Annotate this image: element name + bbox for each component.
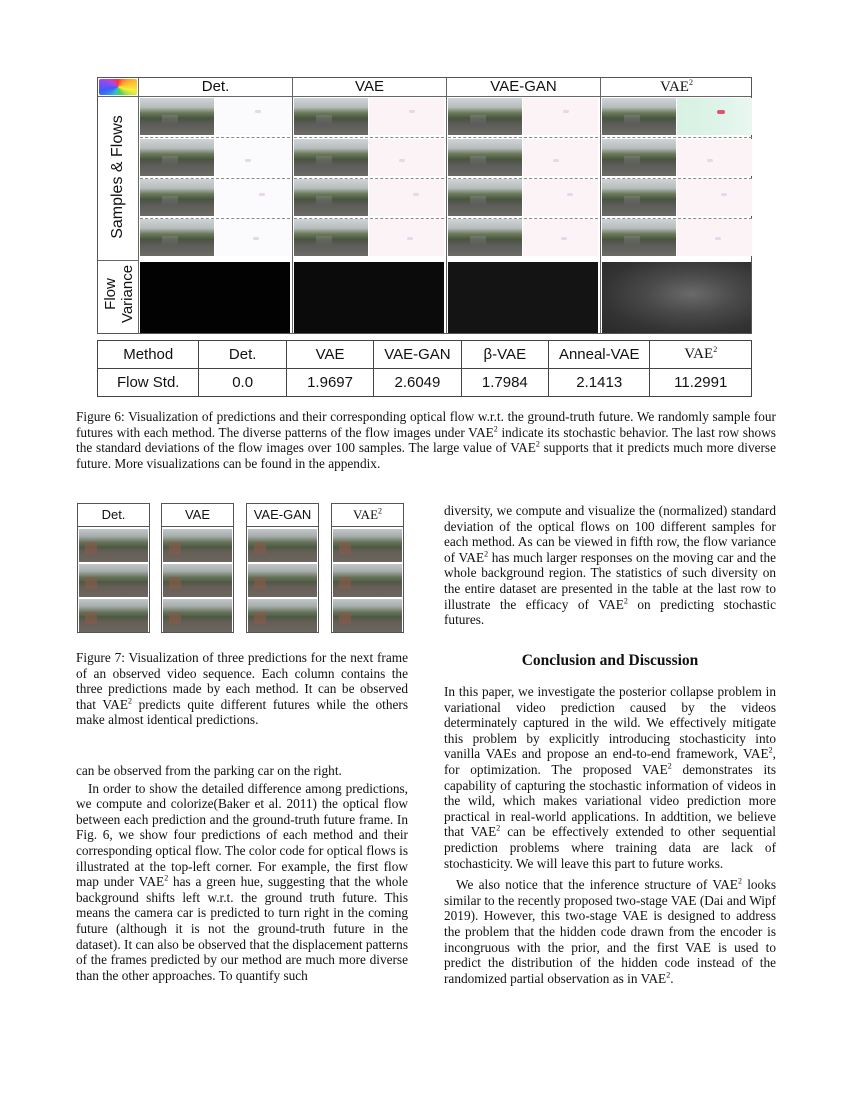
fig6-header-divider: [98, 96, 751, 97]
fig6-sample-cell: [294, 139, 444, 176]
fig7-prediction-image: [79, 529, 148, 562]
fig6-sample-cell: [448, 219, 598, 256]
fig6-sample-cell: [294, 179, 444, 216]
fig6-sample-frame: [294, 98, 368, 135]
fig6-flow-map: [523, 219, 598, 256]
fig6-flow-blob: [717, 110, 725, 114]
figure-7-caption: Figure 7: Visualization of three predictions for the next frame of an observed video sequence. Each column contains the three predictions made by each method. It can be observed that VAE$^2$ predicts quite different futures while the others make almost identical predictions.: [76, 650, 409, 728]
fig6-flow-map: [677, 139, 752, 176]
fig6-sample-frame: [602, 98, 676, 135]
fig6-flow-map: [215, 219, 290, 256]
fig7-prediction-image: [163, 599, 232, 632]
fig7-column-vaegan: [246, 503, 319, 633]
fig7-header: Det.: [78, 504, 149, 527]
fig6-sample-cell: [448, 139, 598, 176]
fig7-prediction-image: [248, 564, 317, 597]
fig6-flow-blob: [715, 237, 721, 240]
paragraph: diversity, we compute and visualize the (normalized) standard deviation of the optical flows on 100 different samples for each method. As can be viewed in fifth row, the flow variance of VAE$^2$ has much larger responses on the moving car and the whole background region. The statistics of such diversity on the entire dataset are presented in the table at the last row to illustrate the efficacy of VAE$^2$ on predicting stochastic futures.: [444, 503, 776, 628]
fig6-sample-frame: [602, 219, 676, 256]
table-cell: 0.0: [199, 369, 286, 397]
fig6-dashed-separator: [448, 137, 598, 138]
paragraph: In this paper, we investigate the posterior collapse problem in variational video prediction caused by the videos determinately captured in the wild. We effectively mitigate this problem by explicitly introducing stochasticity into vanilla VAEs and propose an end-to-end framework, VAE$^2$, for optimization. The proposed VAE$^2$ demonstrates its capability of capturing the stochastic information of videos in the wild, which makes variational video prediction more practical in real-world applications. In addtition, we believe that VAE$^2$ can be effectively extended to other sequential prediction problems where training data are lack of stochasticity. We will leave this part to future works.: [444, 684, 777, 871]
fig6-flow-map: [523, 179, 598, 216]
paragraph: can be observed from the parking car on the right.: [76, 763, 342, 778]
table-cell: 2.1413: [549, 369, 650, 397]
fig7-column-vae2: [331, 503, 404, 633]
fig6-sample-cell: [448, 179, 598, 216]
fig6-flow-blob: [253, 237, 259, 240]
fig6-flow-blob: [553, 159, 559, 162]
table-header-cell: VAE$^2$: [650, 341, 752, 369]
fig6-sample-cell: [294, 98, 444, 135]
fig6-flow-map: [369, 139, 444, 176]
table-cell: 2.6049: [374, 369, 461, 397]
fig6-sample-cell: [448, 98, 598, 135]
table-cell: 11.2991: [650, 369, 752, 397]
table-cell: 1.9697: [286, 369, 373, 397]
fig6-sample-cell: [294, 219, 444, 256]
fig6-flow-map: [215, 98, 290, 135]
fig6-flow-blob: [563, 110, 569, 113]
fig6-flow-map: [369, 179, 444, 216]
fig6-flow-blob: [567, 193, 573, 196]
fig6-row-label-variance: Flow Variance: [102, 264, 136, 324]
figure-6-caption: Figure 6: Visualization of predictions and their corresponding optical flow w.r.t. the ground-truth future. We randomly sample four futures with each method. The diverse patterns of the flow images under VAE$^2$ indicate its stochastic behavior. The last row shows the standard deviations of the flow images over 100 samples. The large value of VAE$^2$ supports that it predicts much more diverse future. More visualizations can be found in the appendix.: [76, 409, 777, 471]
section-title: Conclusion and Discussion: [521, 652, 699, 669]
fig6-flow-blob: [721, 193, 727, 196]
table-header-cell: Method: [98, 341, 199, 369]
fig6-sample-frame: [448, 98, 522, 135]
fig7-prediction-image: [248, 599, 317, 632]
fig6-sample-frame: [294, 219, 368, 256]
paragraph: In order to show the detailed difference among predictions, we compute and colorize(Baker et al. 2011) the optical flow between each prediction and the ground-truth future frame. In Fig. 6, we show four predictions of each method and their corresponding optical flow. The color code for optical flows is illustrated at the top-left corner. For example, the first flow map under VAE$^2$ has a green hue, suggesting that the whole background shifts left w.r.t. the ground truth future. This means the camera car is predicted to turn right in the coming future (although it is not the ground-truth future in the dataset). It can also be observed that the displacement patterns of the frames predicted by our method are much more diverse than the other approaches. To quantify such: [76, 780, 408, 983]
fig6-flow-map: [215, 139, 290, 176]
table-row-label: Flow Std.: [98, 369, 199, 397]
fig7-prediction-image: [333, 564, 402, 597]
table-header-cell: Anneal-VAE: [549, 341, 650, 369]
fig7-header: VAE$^2$: [332, 504, 403, 527]
fig6-row-label-samples: Samples & Flows: [109, 115, 126, 239]
fig7-prediction-image: [248, 529, 317, 562]
fig6-flow-blob: [259, 193, 265, 196]
fig6-flow-map: [677, 179, 752, 216]
fig6-flow-blob: [409, 110, 415, 113]
fig6-sample-cell: [140, 179, 290, 216]
fig6-header-vaegan: VAE-GAN: [446, 78, 600, 96]
left-column-text: [76, 763, 408, 983]
fig7-column-vae: [161, 503, 234, 633]
fig6-col-divider: [446, 96, 447, 334]
fig6-sample-frame: [448, 139, 522, 176]
fig6-flow-map: [677, 98, 752, 135]
table-header-cell: VAE-GAN: [374, 341, 461, 369]
fig6-sample-frame: [602, 179, 676, 216]
flow-std-table: [97, 340, 752, 397]
fig6-flow-map: [215, 179, 290, 216]
fig6-flow-map: [369, 98, 444, 135]
fig6-sample-cell: [140, 139, 290, 176]
table-row: [98, 369, 752, 397]
fig6-flow-blob: [399, 159, 405, 162]
fig6-sample-cell: [602, 219, 752, 256]
right-column-text-bottom: [444, 684, 776, 986]
fig7-column-det: [77, 503, 150, 633]
fig6-row-divider: [98, 260, 138, 261]
fig6-sample-frame: [140, 179, 214, 216]
fig7-prediction-image: [333, 529, 402, 562]
fig7-prediction-image: [79, 599, 148, 632]
fig6-sample-frame: [294, 179, 368, 216]
fig6-variance-vae: [294, 262, 444, 333]
right-column-text-top: [444, 503, 776, 628]
fig6-sample-frame: [448, 179, 522, 216]
fig6-flow-blob: [707, 159, 713, 162]
fig6-sample-frame: [140, 139, 214, 176]
fig7-prediction-image: [79, 564, 148, 597]
table-header-cell: Det.: [199, 341, 286, 369]
table-header-cell: β-VAE: [461, 341, 548, 369]
fig6-header-det: Det.: [138, 78, 292, 96]
fig7-header: VAE-GAN: [247, 504, 318, 527]
fig6-flow-blob: [245, 159, 251, 162]
figure-6: [97, 77, 752, 334]
fig6-header-vae2: VAE$^2$: [600, 78, 752, 96]
fig6-header-vae: VAE: [292, 78, 446, 96]
fig7-header: VAE: [162, 504, 233, 527]
fig6-flow-blob: [413, 193, 419, 196]
fig6-col-divider: [138, 96, 139, 334]
fig6-col-divider: [600, 96, 601, 334]
fig6-sample-cell: [140, 98, 290, 135]
fig6-flow-map: [523, 139, 598, 176]
fig6-col-divider: [292, 96, 293, 334]
fig6-variance-vaegan: [448, 262, 598, 333]
fig6-sample-frame: [140, 98, 214, 135]
fig6-dashed-separator: [602, 137, 752, 138]
fig6-sample-cell: [140, 219, 290, 256]
fig6-sample-cell: [602, 98, 752, 135]
fig6-variance-det: [140, 262, 290, 333]
fig6-flow-blob: [255, 110, 261, 113]
table-row: [98, 341, 752, 369]
fig6-dashed-separator: [294, 137, 444, 138]
fig6-flow-map: [677, 219, 752, 256]
fig6-variance-vae2: [602, 262, 751, 333]
fig6-sample-cell: [602, 139, 752, 176]
fig6-sample-frame: [140, 219, 214, 256]
paragraph: We also notice that the inference structure of VAE$^2$ looks similar to the recently proposed two-stage VAE (Dai and Wipf 2019). However, this two-stage VAE is designed to address the problem that the hidden code drawn from the encoder is incongruous with the prior, and the first VAE is used to predict the distribution of the hidden code instead of the randomized partial observation as in VAE$^2$.: [444, 876, 777, 986]
fig6-sample-cell: [602, 179, 752, 216]
fig6-dashed-separator: [140, 137, 290, 138]
fig6-flow-blob: [561, 237, 567, 240]
fig6-flow-map: [523, 98, 598, 135]
fig6-flow-map: [369, 219, 444, 256]
flow-color-wheel-icon: [99, 79, 137, 95]
fig6-sample-frame: [602, 139, 676, 176]
fig6-sample-frame: [294, 139, 368, 176]
fig6-sample-frame: [448, 219, 522, 256]
fig7-prediction-image: [163, 564, 232, 597]
table-cell: 1.7984: [461, 369, 548, 397]
fig7-prediction-image: [163, 529, 232, 562]
fig7-prediction-image: [333, 599, 402, 632]
table-header-cell: VAE: [286, 341, 373, 369]
fig6-flow-blob: [407, 237, 413, 240]
